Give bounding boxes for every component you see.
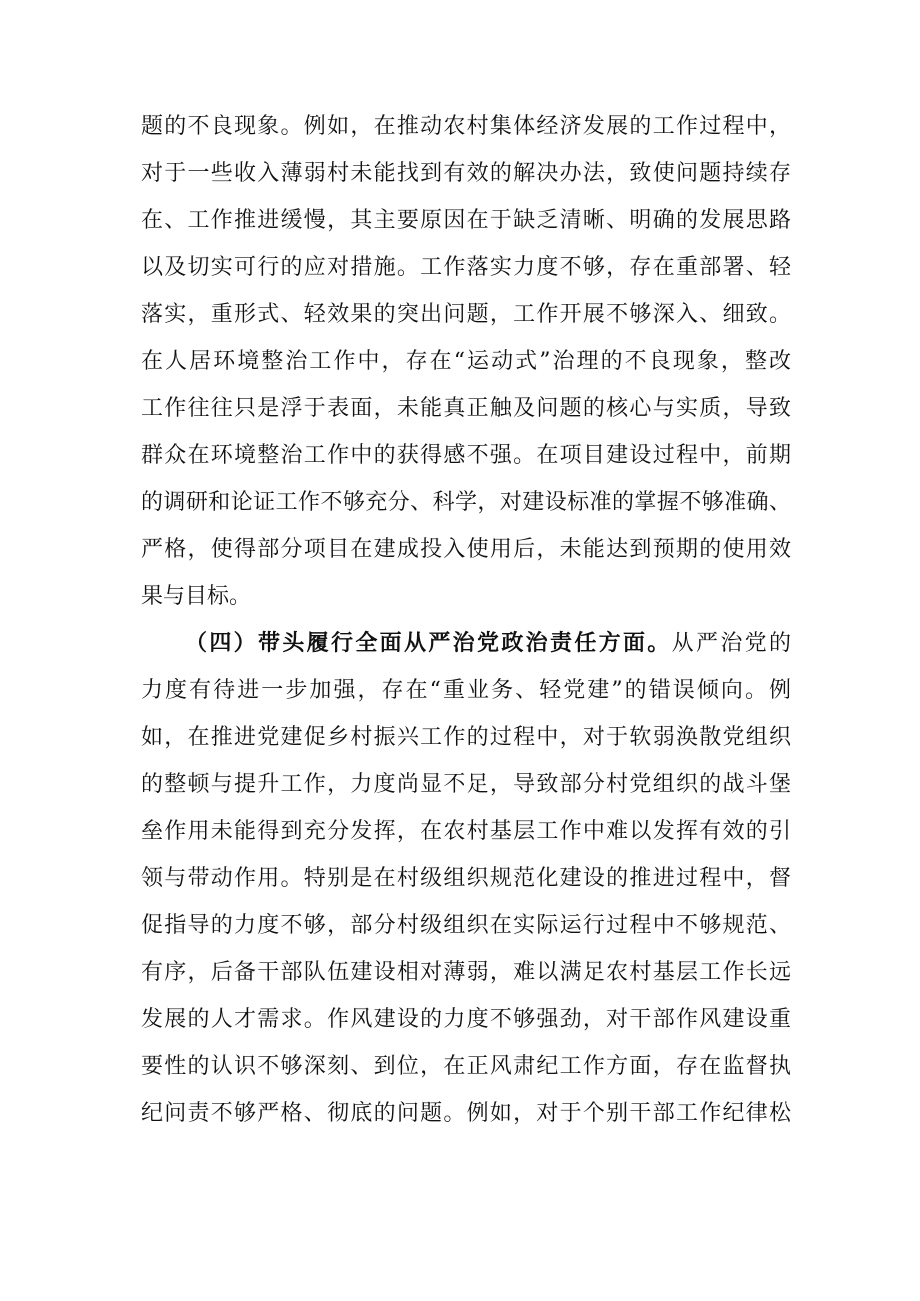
paragraph-line: 的调研和论证工作不够充分、科学，对建设标准的掌握不够准确、 bbox=[141, 490, 791, 515]
paragraph-line: 促指导的力度不够，部分村级组织在实际运行过程中不够规范、 bbox=[141, 913, 791, 938]
paragraph-line: 以及切实可行的应对措施。工作落实力度不够，存在重部署、轻 bbox=[141, 255, 791, 280]
paragraph-line: 群众在环境整治工作中的获得感不强。在项目建设过程中，前期 bbox=[141, 443, 791, 468]
section-heading-continuation: 从严治党的 bbox=[671, 631, 791, 656]
paragraph-line: 果与目标。 bbox=[141, 584, 252, 609]
paragraph-line: 题的不良现象。例如，在推动农村集体经济发展的工作过程中， bbox=[141, 114, 791, 139]
paragraph-line: 在、工作推进缓慢，其主要原因在于缺乏清晰、明确的发展思路 bbox=[141, 208, 791, 233]
paragraph-1 bbox=[141, 103, 791, 620]
paragraph-line: 对于一些收入薄弱村未能找到有效的解决办法，致使问题持续存 bbox=[141, 161, 791, 186]
paragraph-line: 有序，后备干部队伍建设相对薄弱，难以满足农村基层工作长远 bbox=[141, 960, 791, 985]
paragraph-line: 在人居环境整治工作中，存在“运动式”治理的不良现象，整改 bbox=[141, 349, 791, 374]
body-text bbox=[141, 103, 791, 1137]
paragraph-line: 要性的认识不够深刻、到位，在正风肃纪工作方面，存在监督执 bbox=[141, 1054, 791, 1079]
paragraph-line: 落实，重形式、轻效果的突出问题，工作开展不够深入、细致。 bbox=[141, 302, 791, 327]
section-heading: （四）带头履行全面从严治党政治责任方面。 bbox=[185, 630, 672, 656]
section-heading-line bbox=[141, 620, 791, 667]
paragraph-line: 纪问责不够严格、彻底的问题。例如，对于个别干部工作纪律松 bbox=[141, 1101, 791, 1126]
paragraph-line: 力度有待进一步加强，存在“重业务、轻党建”的错误倾向。例 bbox=[141, 678, 791, 703]
paragraph-line: 的整顿与提升工作，力度尚显不足，导致部分村党组织的战斗堡 bbox=[141, 772, 791, 797]
paragraph-line: 发展的人才需求。作风建设的力度不够强劲，对干部作风建设重 bbox=[141, 1007, 791, 1032]
paragraph-2 bbox=[141, 620, 791, 1137]
paragraph-line: 如，在推进党建促乡村振兴工作的过程中，对于软弱涣散党组织 bbox=[141, 725, 791, 750]
paragraph-line: 工作往往只是浮于表面，未能真正触及问题的核心与实质，导致 bbox=[141, 396, 791, 421]
paragraph-line: 垒作用未能得到充分发挥，在农村基层工作中难以发挥有效的引 bbox=[141, 819, 791, 844]
paragraph-line: 领与带动作用。特别是在村级组织规范化建设的推进过程中，督 bbox=[141, 866, 791, 891]
paragraph-line: 严格，使得部分项目在建成投入使用后，未能达到预期的使用效 bbox=[141, 537, 791, 562]
